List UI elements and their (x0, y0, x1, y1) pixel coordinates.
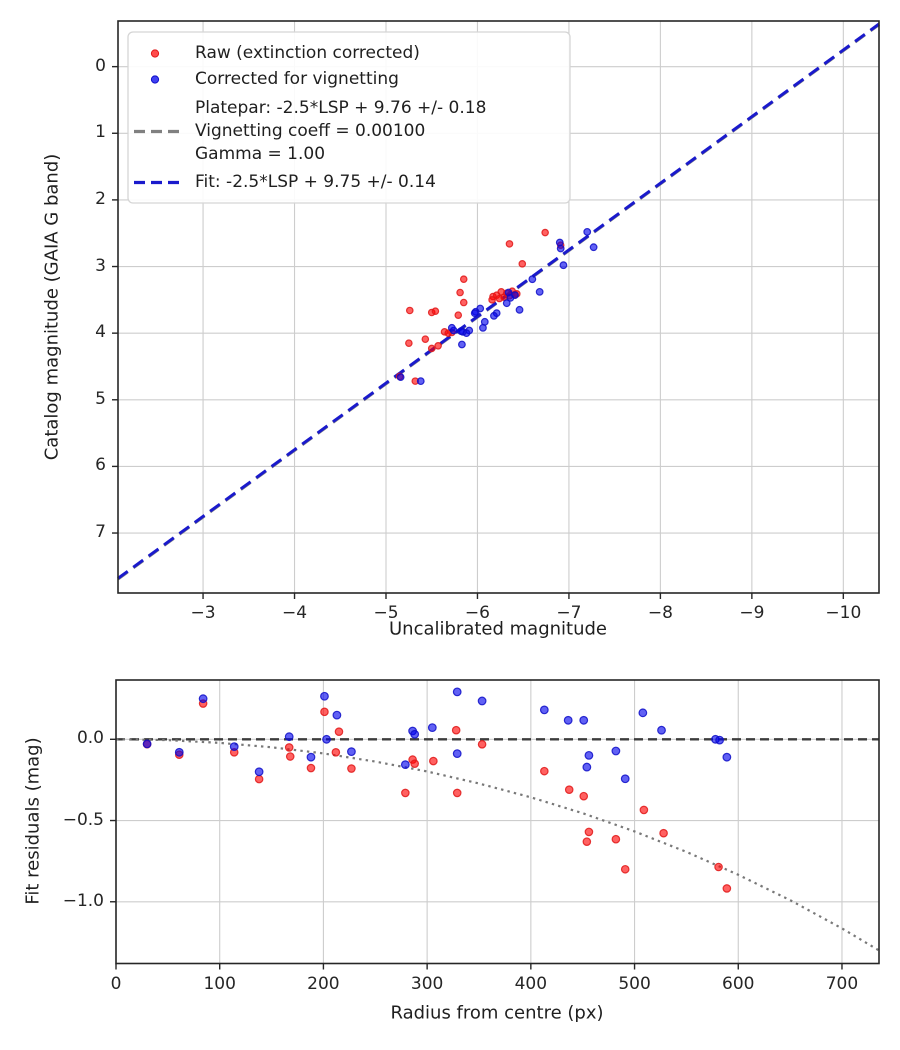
raw-scatter-point (457, 289, 463, 295)
top-plot-x-tick-label: −10 (825, 603, 862, 623)
raw-scatter-point (422, 336, 428, 342)
raw-residual-point (660, 830, 667, 837)
raw-scatter-point (435, 343, 441, 349)
bottom-plot-y-tick-label: 0.0 (76, 728, 104, 749)
raw-residual-point (715, 863, 722, 870)
bottom-plot-x-tick-label: 200 (307, 973, 340, 994)
corrected-residual-point (348, 748, 356, 756)
vignetting-scatter-point (491, 313, 498, 320)
top-plot-y-tick-label: 5 (95, 388, 106, 409)
raw-scatter-point (455, 312, 461, 318)
corrected-residual-point (175, 748, 183, 756)
corrected-residual-point (199, 695, 207, 703)
raw-scatter-point (407, 307, 413, 313)
vignetting-scatter-point (516, 307, 523, 314)
bottom-plot-ylabel: Fit residuals (mag) (22, 737, 44, 905)
top-plot-x-tick-label: −7 (556, 603, 582, 623)
vignetting-scatter-point (590, 244, 597, 251)
bottom-plot-x-tick-label: 400 (514, 973, 548, 994)
raw-residual-point (411, 760, 418, 767)
top-plot-y-tick-label: 7 (95, 522, 106, 543)
corrected-residual-point (585, 752, 593, 760)
raw-residual-point (348, 765, 355, 772)
corrected-residual-point (453, 750, 461, 758)
raw-residual-point (580, 792, 587, 799)
vignetting-scatter-point (471, 310, 478, 317)
corrected-residual-point (230, 743, 238, 751)
corrected-residual-point (478, 697, 486, 705)
top-plot-y-tick-label: 0 (95, 55, 106, 76)
corrected-residual-point (716, 736, 724, 744)
top-plot-x-tick-label: −9 (739, 603, 765, 623)
raw-scatter-point (519, 261, 525, 267)
bottom-plot-y-tick-label: −0.5 (62, 809, 104, 830)
raw-residual-point (723, 885, 730, 892)
corrected-residual-point (583, 763, 591, 771)
corrected-residual-point (541, 706, 549, 714)
raw-scatter-point (429, 345, 435, 351)
raw-residual-point (335, 728, 342, 735)
bottom-plot-x-tick-label: 600 (722, 973, 755, 994)
vignetting-scatter-point (480, 325, 487, 332)
bottom-plot-x-tick-label: 500 (618, 973, 651, 994)
vignetting-model-dotted-curve (116, 739, 878, 950)
vignetting-scatter-point (536, 289, 543, 296)
vignetting-scatter-point (417, 378, 424, 385)
vignetting-scatter-point (529, 276, 536, 283)
vignetting-scatter-point (449, 325, 456, 332)
top-plot-y-tick-label: 1 (95, 122, 106, 143)
corrected-residual-point (580, 716, 588, 724)
raw-scatter-point (542, 229, 548, 235)
corrected-residual-point (429, 724, 437, 732)
corrected-residual-point (333, 711, 341, 719)
raw-residual-point (566, 786, 573, 793)
top-plot-x-tick-label: −8 (647, 603, 673, 623)
vignetting-scatter-point (560, 262, 567, 269)
top-plot-y-tick-label: 6 (95, 455, 106, 476)
top-plot-x-tick-label: −6 (464, 603, 490, 623)
bottom-plot-x-tick-label: 700 (825, 973, 859, 994)
raw-scatter-point (432, 308, 438, 314)
bottom-plot-xlabel: Radius from centre (px) (390, 1002, 604, 1024)
corrected-residual-point (723, 753, 731, 761)
legend-label-raw: Raw (extinction corrected) (195, 43, 420, 63)
raw-residual-point (585, 828, 592, 835)
corrected-residual-point (285, 733, 293, 741)
raw-residual-point (541, 767, 548, 774)
raw-residual-point (332, 749, 339, 756)
corrected-residual-point (411, 730, 419, 738)
bottom-plot-x-tick-label: 300 (410, 973, 444, 994)
vignetting-scatter-point (505, 289, 512, 296)
raw-scatter-point (506, 241, 512, 247)
raw-residual-point (307, 764, 314, 771)
raw-residual-point (612, 836, 619, 843)
legend-label-platepar: Platepar: -2.5*LSP + 9.76 +/- 0.18 (195, 98, 487, 118)
corrected-residual-point (307, 753, 315, 761)
raw-residual-point (287, 753, 294, 760)
vignetting-scatter-point (397, 374, 404, 381)
top-plot-xlabel: Uncalibrated magnitude (388, 618, 608, 640)
bottom-plot-spines (116, 680, 879, 964)
vignetting-scatter-point (458, 328, 465, 335)
raw-residual-point (454, 789, 461, 796)
raw-scatter-point (489, 297, 495, 303)
top-plot-x-tick-label: −4 (281, 603, 308, 623)
raw-residual-point (402, 789, 409, 796)
raw-residual-point (583, 838, 590, 845)
legend-label-gamma: Gamma = 1.00 (195, 144, 326, 164)
raw-scatter-point (461, 276, 467, 282)
raw-residual-point (622, 866, 629, 873)
raw-residual-point (321, 708, 328, 715)
top-plot-y-tick-label: 2 (95, 188, 106, 209)
legend-box (128, 32, 570, 203)
corrected-residual-point (453, 688, 461, 696)
vignetting-scatter-point (459, 341, 466, 348)
bottom-plot-x-tick-label: 100 (203, 973, 236, 994)
raw-residual-point (430, 757, 437, 764)
corrected-residual-point (658, 726, 666, 734)
corrected-residual-point (564, 716, 572, 724)
raw-scatter-point (406, 340, 412, 346)
bottom-plot-x-tick-label: 0 (110, 973, 122, 994)
raw-scatter-point (461, 299, 467, 305)
raw-residual-point (452, 727, 459, 734)
corrected-residual-point (323, 735, 331, 743)
top-plot-y-tick-label: 4 (95, 322, 106, 343)
corrected-residual-point (143, 740, 151, 748)
raw-residual-point (255, 775, 262, 782)
top-plot-x-tick-label: −5 (373, 603, 399, 623)
corrected-residual-point (255, 768, 263, 776)
raw-residual-point (285, 744, 292, 751)
corrected-residual-point (402, 761, 410, 769)
legend-red-dot-icon (151, 50, 158, 57)
legend-label-fit: Fit: -2.5*LSP + 9.75 +/- 0.14 (195, 172, 436, 192)
vignetting-scatter-point (503, 300, 510, 307)
top-plot-ylabel: Catalog magnitude (GAIA G band) (41, 153, 63, 461)
top-plot-x-tick-label: −3 (190, 603, 216, 623)
corrected-residual-point (612, 747, 620, 755)
corrected-residual-point (639, 709, 647, 717)
raw-residual-point (640, 806, 647, 813)
legend-blue-dot-icon (151, 76, 158, 83)
vignetting-scatter-point (557, 245, 564, 252)
corrected-residual-point (321, 692, 329, 700)
legend-label-vignetting-coeff: Vignetting coeff = 0.00100 (195, 121, 426, 141)
bottom-plot-y-tick-label: −1.0 (62, 890, 104, 911)
top-plot-y-tick-label: 3 (95, 255, 106, 276)
corrected-residual-point (621, 775, 629, 783)
raw-residual-point (478, 741, 485, 748)
vignetting-scatter-point (584, 229, 591, 236)
legend-label-corrected: Corrected for vignetting (195, 69, 399, 89)
